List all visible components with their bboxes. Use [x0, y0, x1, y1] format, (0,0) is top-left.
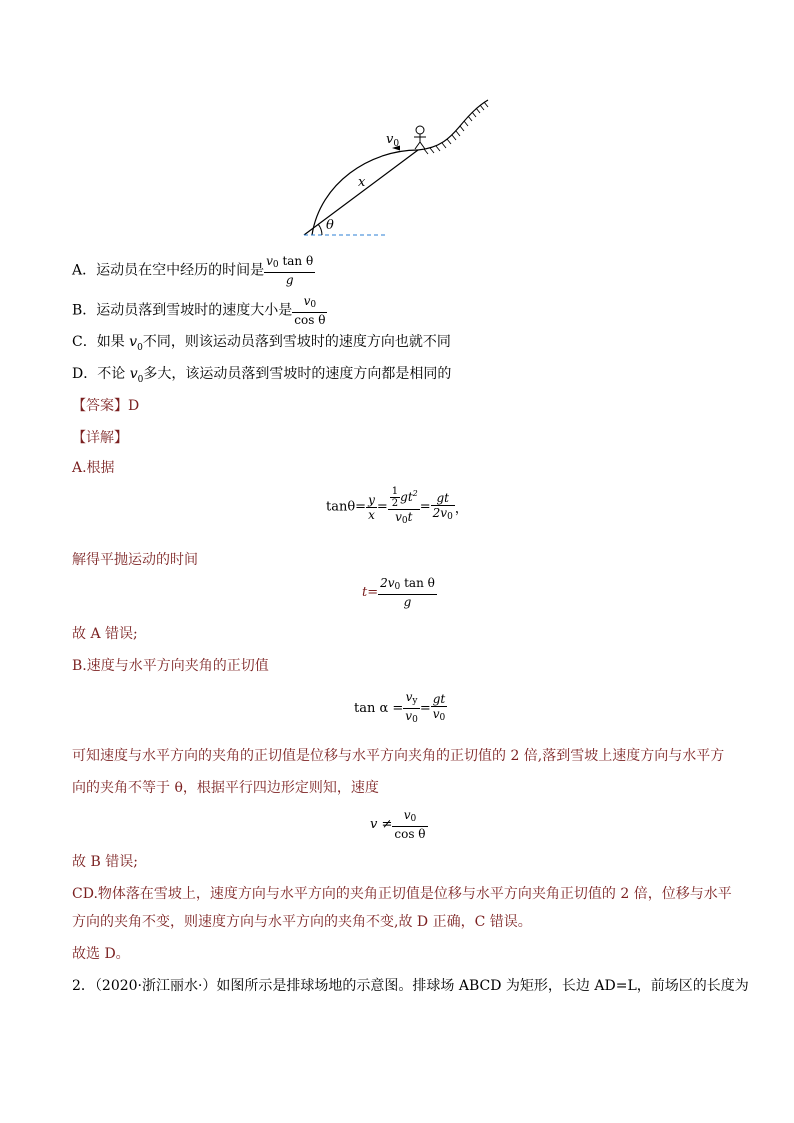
x-label: x: [358, 175, 366, 190]
theta-label: θ: [326, 218, 334, 233]
equation-4: v ≠ $\frac{v0}{\text{cos θ}}$: [370, 808, 426, 841]
option-c: C．如果 $v_0$不同，则该运动员落到雪坡时的速度方向也就不同: [72, 334, 451, 353]
analysis-b-text-1: 可知速度与水平方向的夹角的正切值是位移与水平方向夹角的正切值的 2 倍,落到雪坡上速度方向与水平方: [72, 748, 725, 764]
analysis-b-conclusion: 故 B 错误;: [72, 854, 138, 870]
analysis-cd-text-1: CD.物体落在雪坡上，速度方向与水平方向的夹角正切值是位移与水平方向夹角正切值的 2 倍，位移与水平: [72, 886, 732, 902]
v0-label: $v_0$: [386, 132, 400, 149]
hill-curve: [418, 100, 488, 150]
option-b: B．运动员落到雪坡时的速度大小是 $\frac{v0}{\text{cos θ}}$: [72, 294, 326, 327]
option-a-fraction: $\frac{\text{v0 tan θ}}{g}$: [266, 254, 314, 287]
analysis-b-text-2: 向的夹角不等于 θ，根据平行四边形定则知，速度: [72, 780, 379, 796]
next-question: 2．（2020·浙江丽水·）如图所示是排球场地的示意图。排球场 ABCD 为矩形，长边 AD=L，前场区的长度为: [72, 978, 749, 994]
analysis-a-intro: A.根据: [72, 460, 115, 476]
detail-label: 【详解】: [72, 430, 128, 446]
analysis-a-conclusion: 故 A 错误;: [72, 626, 138, 642]
theta-arc: [318, 224, 322, 235]
equation-1: tanθ= $\frac{y}{x}$ = $\frac{1}{2}$ $gt^2$ v0t = $\frac{gt}{2v0}$ ，: [326, 486, 468, 526]
equation-3: tan α = $\frac{vy}{v0}$ = $\frac{gt}{v0}$: [354, 690, 446, 725]
ski-jump-figure: [300, 98, 500, 240]
analysis-cd-text-2: 方向的夹角不变，则速度方向与水平方向的夹角不变,故 D 正确，C 错误。: [72, 914, 532, 930]
analysis-a-solve: 解得平抛运动的时间: [72, 552, 198, 568]
answer-label: 【答案】D: [72, 398, 140, 414]
option-b-fraction: $\frac{v0}{\text{cos θ}}$: [294, 294, 326, 327]
analysis-b-intro: B.速度与水平方向夹角的正切值: [72, 658, 269, 674]
analysis-final: 故选 D。: [72, 946, 130, 962]
equation-2: t= $\frac{\text{2v0 tan θ}}{g}$: [362, 576, 435, 609]
slope-line: [304, 150, 418, 235]
option-d: D．不论 $v_0$多大，该运动员落到雪坡时的速度方向都是相同的: [72, 366, 452, 385]
option-a: A．运动员在空中经历的时间是 $\frac{\text{v0 tan θ}}{g}$: [72, 254, 314, 287]
skier-icon: [414, 126, 426, 149]
